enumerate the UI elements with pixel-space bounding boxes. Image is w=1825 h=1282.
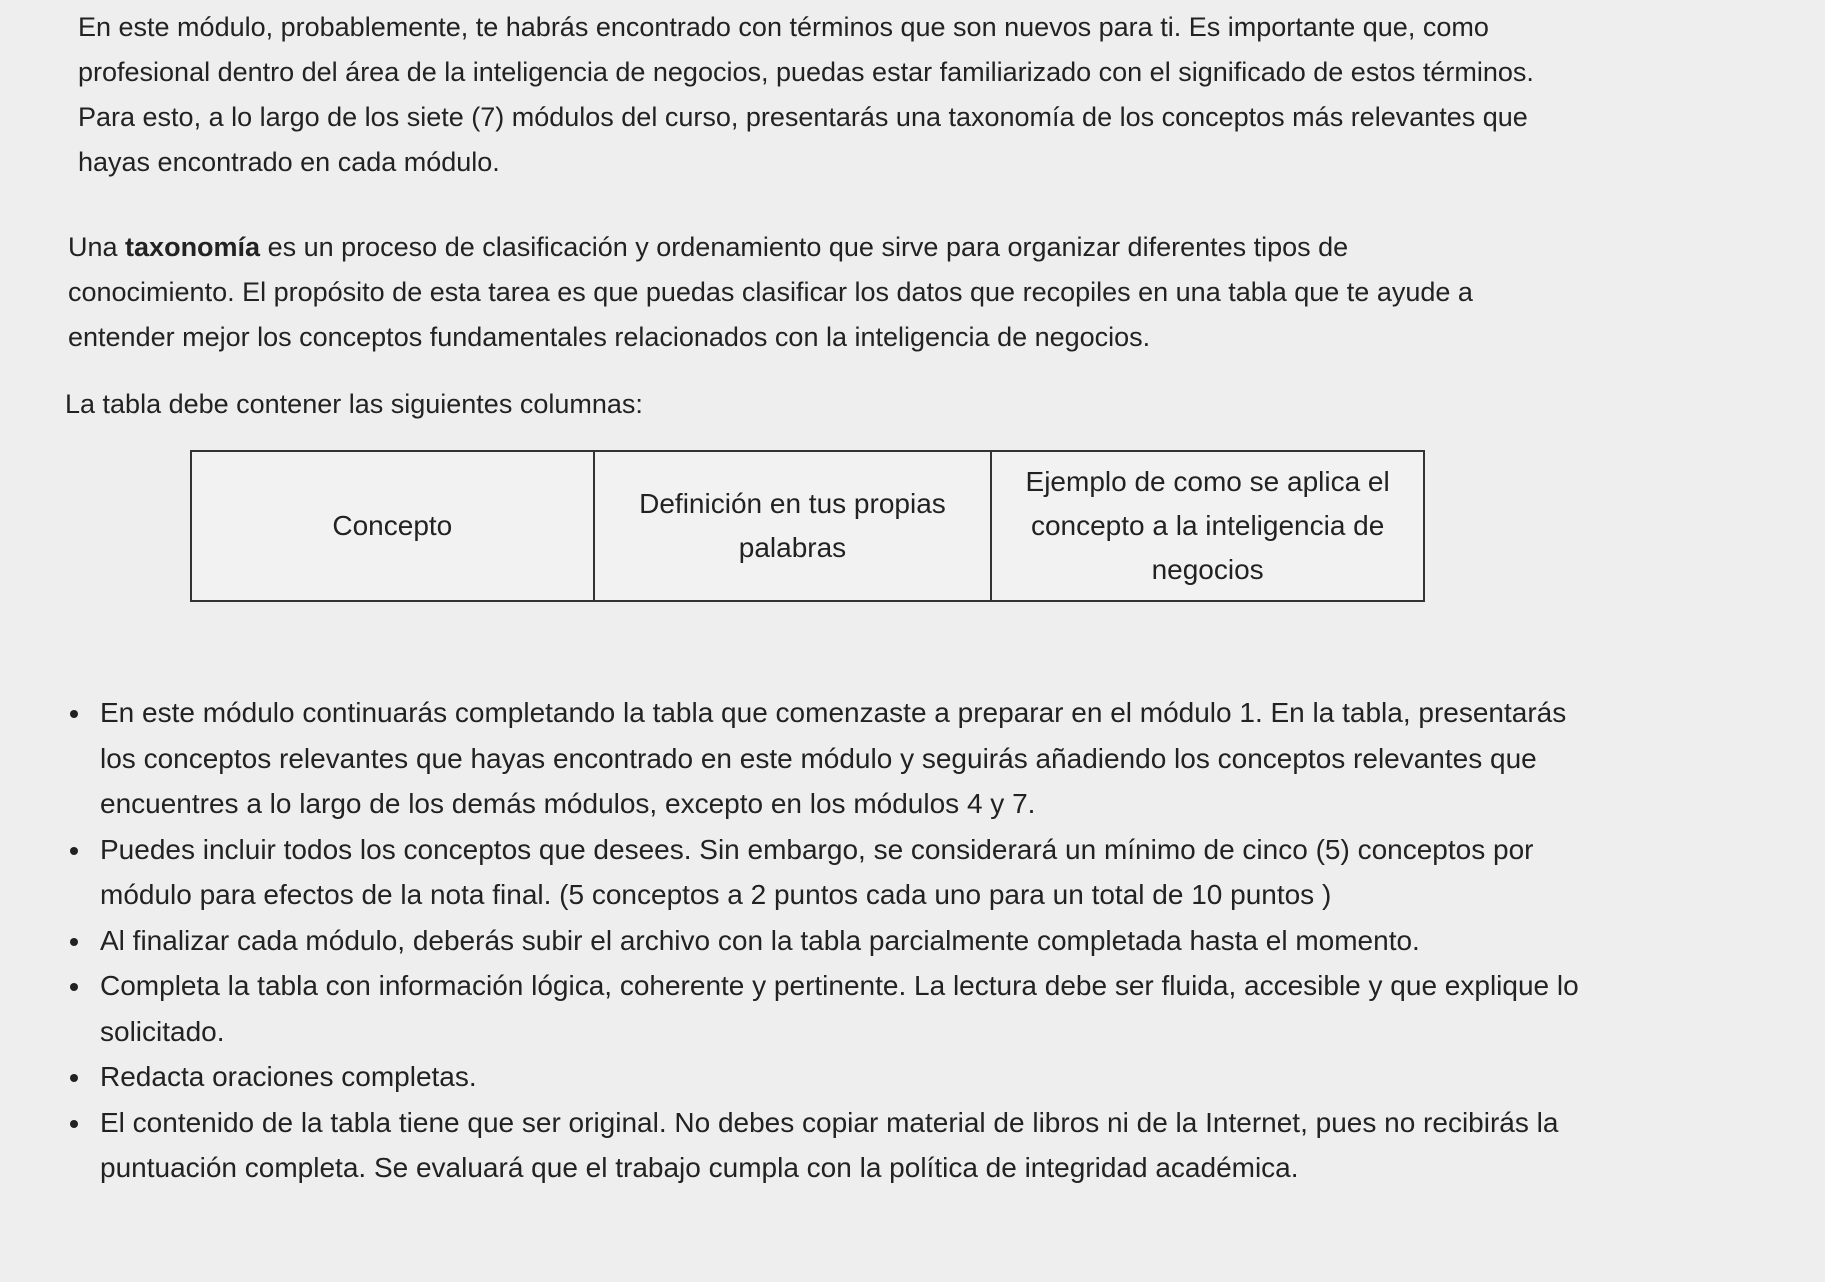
- bullet-icon: [70, 1074, 78, 1082]
- column-header-concepto: Concepto: [191, 451, 594, 601]
- taxonomy-definition-paragraph: [68, 225, 1518, 360]
- list-item: [100, 1054, 1600, 1100]
- requirements-list: [60, 690, 1600, 1191]
- table-columns-intro: La tabla debe contener las siguientes columnas:: [65, 389, 643, 419]
- list-item: [100, 690, 1600, 827]
- column-header-definicion: Definición en tus propias palabras: [594, 451, 992, 601]
- bullet-icon: [70, 710, 78, 718]
- bullet-icon: [70, 938, 78, 946]
- list-item-text: El contenido de la tabla tiene que ser original. No debes copiar material de libros ni de la Internet, pues no recibirás la puntuación completa. Se evaluará que el trabajo cumpla con la política de integridad académica.: [100, 1106, 1559, 1183]
- taxonomy-lead-text: Una: [68, 232, 126, 262]
- list-item: [100, 918, 1600, 964]
- bullet-icon: [70, 1120, 78, 1128]
- list-item-text: Puedes incluir todos los conceptos que desees. Sin embargo, se considerará un mínimo de cinco (5) conceptos por módulo para efectos de la nota final. (5 conceptos a 2 puntos cada uno para un total de 10 puntos ): [100, 833, 1534, 910]
- bullet-icon: [70, 983, 78, 991]
- bullet-icon: [70, 847, 78, 855]
- columns-table-header-row: [191, 451, 1424, 601]
- taxonomy-rest-text: es un proceso de clasificación y ordenamiento que sirve para organizar diferentes tipos de conocimiento. El propósito de esta tarea es que puedas clasificar los datos que recopiles en una tabla que te ayude a entender mejor los conceptos fundamentales relacionados con la inteligencia de negocios.: [68, 232, 1473, 352]
- list-item: [100, 827, 1600, 918]
- list-item: [100, 1100, 1600, 1191]
- list-item-text: Al finalizar cada módulo, deberás subir el archivo con la tabla parcialmente completada hasta el momento.: [100, 924, 1420, 956]
- list-item-text: En este módulo continuarás completando la tabla que comenzaste a preparar en el módulo 1. En la tabla, presentarás los conceptos relevantes que hayas encontrado en este módulo y seguirás añadiendo los conceptos relevantes que encuentres a lo largo de los demás módulos, excepto en los módulos 4 y 7.: [100, 697, 1567, 819]
- column-header-ejemplo: Ejemplo de como se aplica el concepto a la inteligencia de negocios: [991, 451, 1424, 601]
- list-item: [100, 963, 1600, 1054]
- list-item-text: Redacta oraciones completas.: [100, 1061, 477, 1092]
- intro-paragraph: En este módulo, probablemente, te habrás encontrado con términos que son nuevos para ti. Es importante que, como profesional dentro del área de la inteligencia de negocios, puedas estar familiarizado con el significado de estos términos. Para esto, a lo largo de los siete (7) módulos del curso, presentarás una taxonomía de los conceptos más relevantes que hayas encontrado en cada módulo.: [78, 12, 1534, 177]
- taxonomy-term: taxonomía: [125, 232, 261, 262]
- list-item-text: Completa la tabla con información lógica, coherente y pertinente. La lectura debe ser fluida, accesible y que explique lo solicitado.: [100, 970, 1579, 1047]
- columns-table: [190, 450, 1425, 602]
